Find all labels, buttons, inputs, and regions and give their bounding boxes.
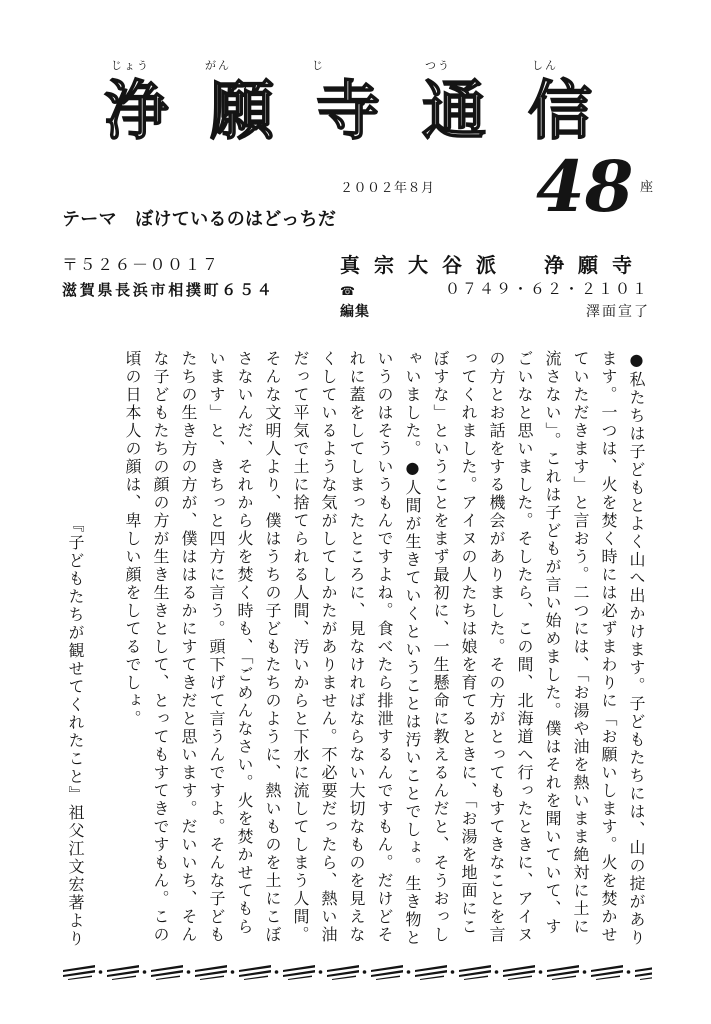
body-text: [118, 350, 650, 950]
body-column: れに蓋をしてしまったところに、見なければならない大切なものを見えな: [347, 350, 366, 944]
bottom-ornament-border: [62, 961, 652, 981]
editor-label: 編集: [340, 304, 370, 320]
title-furigana-jou: じょう: [111, 59, 150, 72]
address: 滋賀県長浜市相撲町６５４: [62, 281, 275, 299]
body-column: います」と、きちっと四方に言う。頭下げて言うんですよ。そんな子ども: [207, 350, 226, 944]
temple-name: 真宗大谷派 浄願寺: [340, 253, 646, 277]
phone-icon: ☎: [340, 284, 355, 298]
newsletter-title: 浄願寺通信: [104, 74, 634, 149]
issue-date: ２００２年８月: [340, 181, 435, 196]
title-furigana-ji: じ: [312, 59, 325, 72]
body-column: ってくれました。アイヌの人たちは娘を育てるときに、「お湯を地面にこ: [459, 350, 478, 936]
body-column: いうのはそういうもんですよね。食べたら排泄するんですもん。だけどそ: [375, 350, 394, 944]
body-column: の方とお話をする機会がありました。その方がとってもすてきなことを言: [487, 350, 506, 944]
body-column: な子どもたちの顔の方が生き生きとして、とってもすてきですもん。この: [151, 350, 170, 944]
issue-number: 48: [536, 145, 634, 228]
body-column: ていただきます」と言おう。二つには、「お湯や油を熱いまま絶対に土に: [571, 350, 590, 936]
title-furigana-gan: がん: [205, 59, 231, 72]
body-column: くしているような気がしてしかたがありません。不必要だったら、熱い油: [319, 350, 338, 944]
body-column: さないんだ、それから火を焚く時も、「ごめんなさい。火を焚かせてもら: [235, 350, 254, 936]
body-column: ます。一つは、火を焚く時には必ずまわりに「お願いします。火を焚かせ: [599, 350, 618, 944]
theme-heading: テーマ ぼけているのはどっちだ: [62, 209, 337, 230]
postal-code: 〒５２６－００１７: [62, 255, 220, 274]
title-furigana-tsuu: つう: [425, 59, 451, 72]
source-citation: 『子どもたちが観せてくれたこと』祖父江文宏著より: [66, 516, 85, 948]
title-furigana-shin: しん: [532, 59, 558, 72]
body-column: 頃の日本人の顔は、卑しい顔をしてるでしょ。: [123, 350, 142, 728]
body-column: 流さない」。これは子どもが言い始めました。僕はそれを聞いていて、す: [543, 350, 562, 936]
editor-name: 澤面宣了: [586, 304, 650, 320]
body-column: ●私たちは子どもとよく山へ出かけます。子どもたちには、山の掟があり: [627, 350, 646, 947]
body-column: そんな文明人より、僕はうちの子どもたちのように、熱いものを土にこぼ: [263, 350, 282, 944]
body-column: たちの生き方の方が、僕ははるかにすてきだと思います。だいいち、そん: [179, 350, 198, 944]
body-column: ぼすな」ということをまず最初に、一生懸命に教えるんだと、そうおっし: [431, 350, 450, 944]
body-column: ゃいました。●人間が生きていくということは汚いことでしょ。生き物と: [403, 350, 422, 947]
issue-unit: 座: [640, 180, 654, 195]
body-column: ごいなと思いました。そしたら、この間、北海道へ行ったときに、アイヌ: [515, 350, 534, 944]
phone-number: ０７４９・６２・２１０１: [445, 280, 650, 298]
body-column: だって平気で土に捨てられる人間、汚いからと下水に流してしまう人間。: [291, 350, 310, 944]
